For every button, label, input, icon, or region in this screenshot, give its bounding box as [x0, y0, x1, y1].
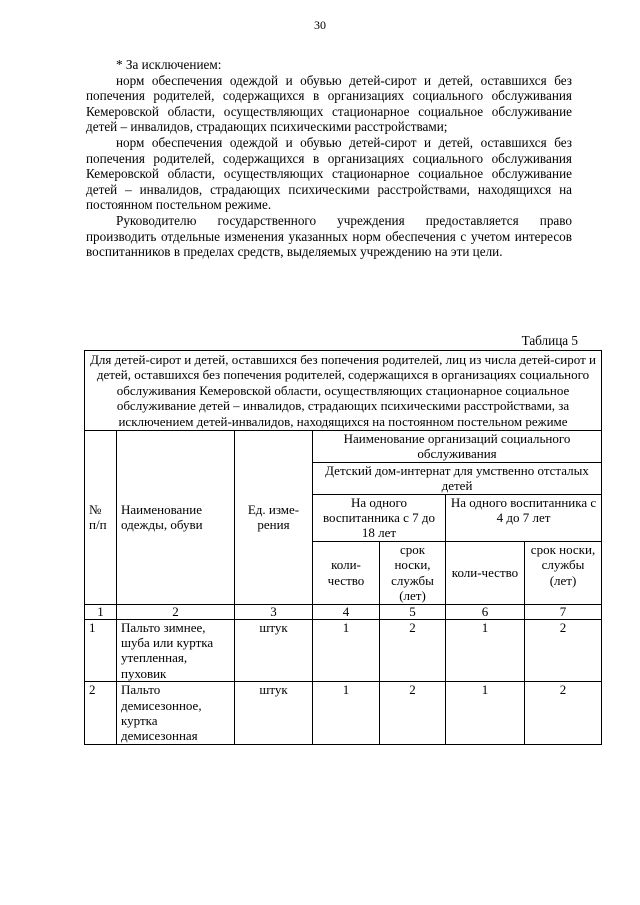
column-number: 7: [525, 604, 602, 619]
row-term-2: 2: [525, 619, 602, 682]
page-number: 30: [314, 18, 326, 32]
header-name: Наименование одежды, обуви: [117, 431, 235, 604]
table-caption: Таблица 5: [521, 333, 578, 348]
table-title-row: [85, 351, 602, 431]
row-num: 2: [85, 682, 117, 745]
header-unit: Ед. изме-рения: [235, 431, 313, 604]
header-age-group-1: На одного воспитанника с 7 до 18 лет: [313, 494, 446, 541]
header-term-1: срок носки, службы (лет): [380, 541, 446, 604]
column-number: 2: [117, 604, 235, 619]
column-number: 6: [446, 604, 525, 619]
header-qty-1: коли-чество: [313, 541, 380, 604]
column-numbers-row: [85, 604, 602, 619]
row-qty-2: 1: [446, 619, 525, 682]
table-row: [85, 619, 602, 682]
norms-table: [84, 350, 602, 745]
column-number: 3: [235, 604, 313, 619]
row-unit: штук: [235, 619, 313, 682]
note-paragraph-3: Руководителю государственного учреждения предоставляется право производить отдельные изменения указанных норм обеспечения с учетом интересов воспитанников в пределах средств, выделяемых учреждению на эти цели.: [86, 212, 572, 260]
header-qty-2: коли-чество: [446, 541, 525, 604]
row-qty-1: 1: [313, 682, 380, 745]
header-term-2: срок носки, службы (лет): [525, 541, 602, 604]
note-paragraph-2: норм обеспечения одеждой и обувью детей-сирот и детей, оставшихся без попечения родителей, содержащихся в организациях социального обслуживания Кемеровской области, осуществляющих стационарное социальное обслуживание детей – инвалидов, страдающих психическими расстройствами, находящихся на постоянном постельном режиме.: [86, 134, 572, 213]
header-row-1: [85, 431, 602, 463]
header-age-group-2: На одного воспитанника с 4 до 7 лет: [446, 494, 602, 541]
column-number: 5: [380, 604, 446, 619]
row-term-1: 2: [380, 682, 446, 745]
row-term-2: 2: [525, 682, 602, 745]
header-org-group: Наименование организаций социального обслуживания: [313, 431, 602, 463]
header-num: № п/п: [85, 431, 117, 604]
exception-header: * За исключением:: [116, 57, 222, 72]
column-number: 1: [85, 604, 117, 619]
table-row: [85, 682, 602, 745]
note-paragraph-1: норм обеспечения одеждой и обувью детей-сирот и детей, оставшихся без попечения родителей, содержащихся в организациях социального обслуживания Кемеровской области, осуществляющих стационарное социальное обслуживание детей – инвалидов, страдающих психическими расстройствами;: [86, 72, 572, 135]
row-name: Пальто зимнее, шуба или куртка утепленная, пуховик: [117, 619, 235, 682]
row-unit: штук: [235, 682, 313, 745]
row-name: Пальто демисезонное, куртка демисезонная: [117, 682, 235, 745]
row-qty-2: 1: [446, 682, 525, 745]
row-num: 1: [85, 619, 117, 682]
notes-block: [86, 57, 572, 260]
row-term-1: 2: [380, 619, 446, 682]
column-number: 4: [313, 604, 380, 619]
table-title: Для детей-сирот и детей, оставшихся без попечения родителей, лиц из числа детей-сирот и детей, оставшихся без попечения родителей, содержащихся в организациях социального обслуживания Кемеровской области, осуществляющих стационарное социальное обслуживание детей – инвалидов, страдающих психическими расстройствами, за исключением детей-инвалидов, находящихся на постоянном постельном режиме: [85, 351, 602, 431]
row-qty-1: 1: [313, 619, 380, 682]
header-org-name: Детский дом-интернат для умственно отсталых детей: [313, 462, 602, 494]
